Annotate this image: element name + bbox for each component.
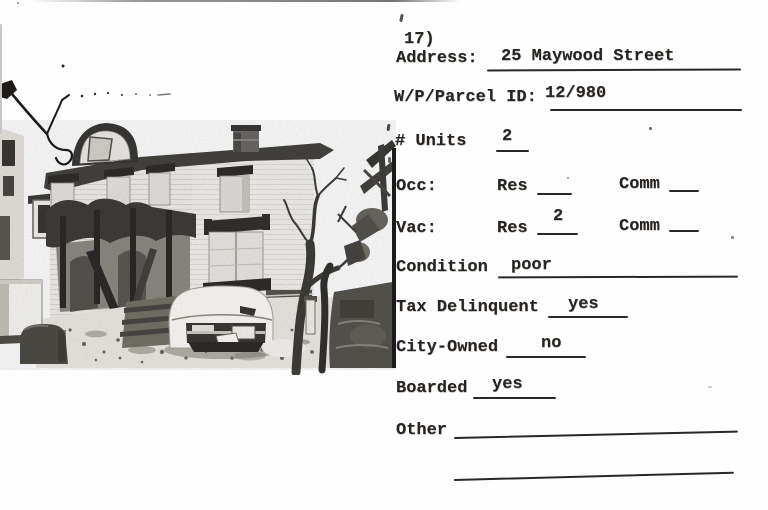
address-value: 25 Maywood Street [501, 47, 675, 66]
scan-speck [399, 14, 404, 22]
scan-speck [388, 157, 391, 163]
condition-line [498, 276, 738, 279]
occ-label: Occ: [396, 177, 437, 196]
photo-grain [0, 120, 396, 370]
vac-res-line [537, 233, 578, 235]
occ-comm-label: Comm [619, 175, 660, 194]
boarded-value: yes [492, 375, 523, 394]
scan-line-top [30, 0, 460, 2]
city-owned-value: no [541, 334, 562, 353]
tax-delinquent-line [548, 316, 628, 318]
boarded-label: Boarded [396, 379, 468, 398]
condition-label: Condition [396, 258, 488, 277]
condition-value: poor [511, 256, 552, 275]
scan-speck [708, 386, 712, 388]
address-line [487, 69, 741, 72]
scan-speck [567, 177, 569, 179]
vac-comm-line [669, 230, 699, 232]
city-owned-line [506, 356, 586, 358]
parcel-id-value: 12/980 [545, 84, 607, 103]
vac-res-value: 2 [553, 207, 564, 226]
address-label: Address: [396, 49, 478, 68]
tax-delinquent-value: yes [568, 295, 599, 314]
other-line [454, 431, 738, 440]
occ-comm-line [669, 190, 699, 192]
units-value: 2 [502, 127, 513, 146]
city-owned-label: City-Owned [396, 338, 499, 357]
vac-res-label: Res [497, 219, 528, 238]
scan-speck [17, 2, 19, 4]
scan-edge-line [0, 24, 2, 134]
extra-blank-line [454, 472, 734, 482]
other-label: Other [396, 421, 448, 440]
occ-res-line [537, 193, 572, 195]
occ-res-label: Res [497, 177, 528, 196]
item-number: 17) [404, 30, 435, 49]
vac-label: Vac: [396, 219, 437, 238]
units-label: # Units [395, 132, 467, 151]
parcel-id-line [550, 109, 742, 111]
units-line [496, 150, 529, 152]
parcel-id-label: W/P/Parcel ID: [394, 88, 537, 107]
boarded-line [473, 397, 556, 399]
tax-delinquent-label: Tax Delinquent [396, 298, 539, 317]
property-photo [0, 0, 400, 375]
vac-comm-label: Comm [619, 217, 660, 236]
scan-speck [731, 236, 734, 239]
scan-speck [649, 127, 652, 130]
